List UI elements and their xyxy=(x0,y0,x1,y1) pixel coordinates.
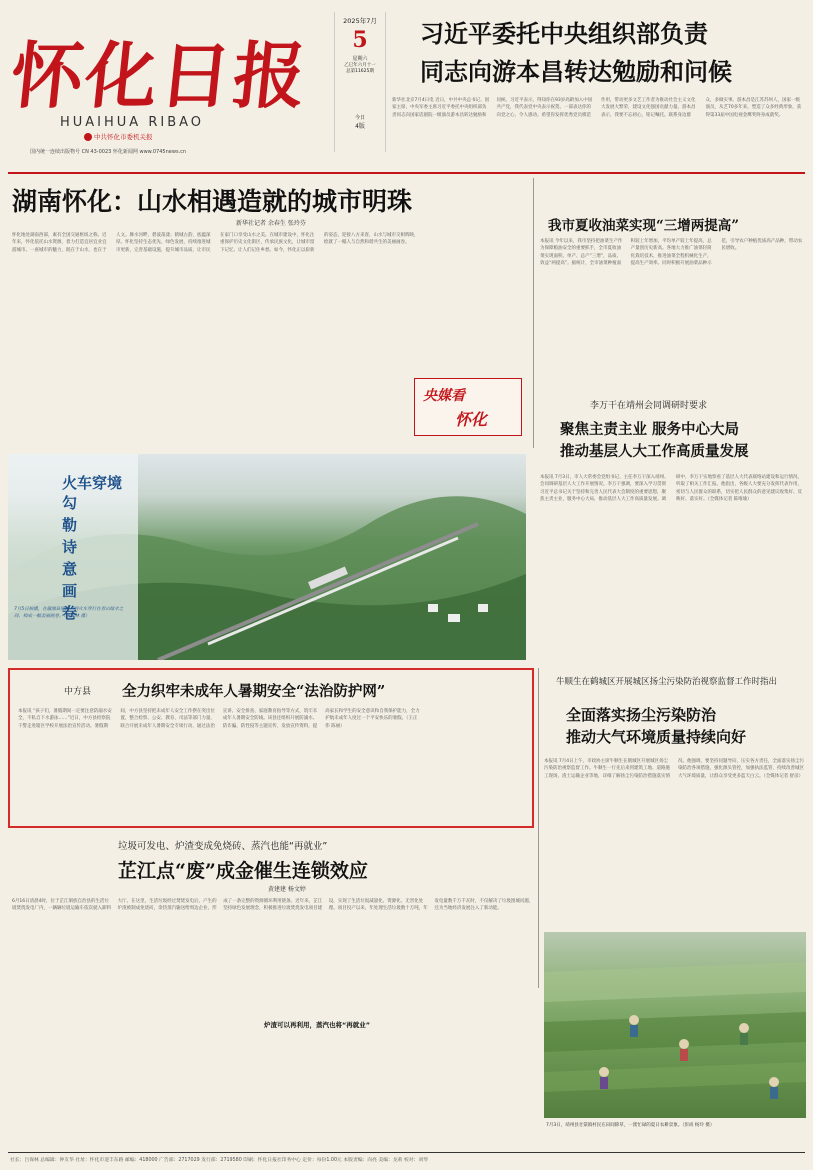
congress-headline-line2[interactable]: 推动基层人大工作高质量发展 xyxy=(560,443,749,460)
photo-story-title-line2: 勾勒诗意画卷 xyxy=(62,494,78,622)
date-year-month: 2025年7月 xyxy=(343,17,377,25)
today-label: 今日 xyxy=(354,115,365,121)
feature-byline: 新华社记者 余春生 张玲芬 xyxy=(236,220,306,227)
badge-line2: 怀化 xyxy=(455,410,488,429)
party-emblem-icon xyxy=(84,133,92,141)
masthead-logo: 怀化日报 xyxy=(6,33,312,118)
waste-byline: 黄建建 杨文婷 xyxy=(268,886,306,893)
dust-headline-line2[interactable]: 推动大气环境质量持续向好 xyxy=(566,728,747,746)
dust-body: 本报讯 7月4日上午，市政协主席牛顺生在鹤城区开展城区扬尘污染防治视察监督工作。牛顺生一行先后来到建筑工地、道路施工现场、渣土运输企业等地，详细了解扬尘污染防治措施落实情况。他强调，要坚持问题导向，压实各方责任，全面落实扬尘污染防治各项措施，强化源头管控，加强执法监管，持续改善城区大气环境质量，让群众享受更多蓝天白云。（全媒体记者 舒彦） xyxy=(544,759,804,779)
congress-headline-line1[interactable]: 聚焦主责主业 服务中心大局 xyxy=(560,421,740,438)
dust-headline-line1[interactable]: 全面落实扬尘污染防治 xyxy=(566,706,717,724)
date-day: 5 xyxy=(352,27,368,53)
masthead-pinyin: HUAIHUA RIBAO xyxy=(60,115,205,130)
publisher-label: 中共怀化市委机关报 xyxy=(84,132,153,141)
congress-body: 本报讯 7月3日，市人大常委会党组书记、主任李万干深入靖州、会同调研基层人大工作开展情况。李万干强调，要深入学习贯彻习近平总书记关于坚持和完善人民代表大会制度的重要思想，聚焦主责主业，服务中心大局，推动基层人大工作高质量发展。调研中，李万干实地察看了基层人大代表联络站建设和运行情况，听取了相关工作汇报。他指出，各级人大要充分发挥代表作用，密切与人民群众的联系，切实把人民群众的意见建议收集好、反映好、落实好。（全媒体记者 陈唯瑜） xyxy=(540,475,802,503)
dust-kicker: 牛顺生在鹤城区开展城区扬尘污染防治视察监督工作时指出 xyxy=(556,677,778,687)
masthead-divider xyxy=(8,172,805,174)
waste-headline[interactable]: 芷江点“废”成金催生连锁效应 xyxy=(118,860,368,882)
date-box xyxy=(334,12,386,152)
rice-field-caption: 7月3日，靖州县甘棠镇村民在田间除草，一派忙碌的夏日农耕景象。（彭尚 杨玲 摄） xyxy=(546,1123,715,1128)
date-weekday: 星期六 xyxy=(352,56,368,62)
footer-info: 社长：吕保林 总编辑：钟友华 社址：怀化市迎丰东路 邮编：418000 广告部：2717029 发行部：2719580 印刷：怀化日报社印务中心 定价：每份1.00元 本版责编：向亮 美编：龙莉 校对：刘琴 xyxy=(10,1158,428,1163)
harvest-body: 本报讯 今年以来，我市坚持把油菜生产作为保障粮油安全的重要抓手，全市夏收油菜实现面积、单产、总产“三增”，品质、效益“两提高”。据统计，全市油菜种植面积较上年增加，平均单产较上年提高，总产量创历史新高。各地大力推广油菜轻简化栽培技术，推进油菜全程机械化生产，提高生产效率。同时积极开展油菜品种示范，引导农户种植优质高产品种，带动农民增收。 xyxy=(540,239,803,267)
column-divider-top xyxy=(533,178,534,448)
publication-info: 国内统一连续出版物号 CN 43-0023 怀化新闻网 www.0745news.cn xyxy=(30,149,187,155)
field-svg xyxy=(544,932,806,1118)
date-lunar: 乙巳年六月十一 xyxy=(344,63,376,68)
column-divider-mid xyxy=(538,668,539,988)
issue-number: 总第11625期 xyxy=(346,69,374,74)
waste-body: 6月16日清晨4时，位于芷江侗族自治县的生活垃圾焚烧发电厂内，一辆辆垃圾运输车依次驶入卸料大厅。在这里，生活垃圾经过焚烧发电后，产生的炉渣被制成免烧砖，余热蒸汽输送给周边企业，形成了一条完整的资源循环利用链条。近年来，芷江坚持绿色发展理念，积极推进垃圾焚烧发电项目建设，实现了生活垃圾减量化、资源化、无害化处理。项目投产以来，年处理生活垃圾数十万吨，年发电量数千万千瓦时，不仅解决了垃圾围城问题，还为当地经济发展注入了新动能。 xyxy=(12,899,534,912)
photo-story-caption: 7月5日拍摄，在溆浦县境内一列火车穿行在青山绿水之间，构成一幅美丽画卷。（黄文林 摄） xyxy=(14,607,124,620)
masthead xyxy=(0,0,813,170)
page-count: 4版 xyxy=(355,123,365,130)
minors-box xyxy=(8,668,534,828)
media-watch-badge xyxy=(414,378,522,436)
minors-kicker: 中方县 xyxy=(64,687,92,697)
badge-line1: 央媒看 xyxy=(423,388,465,404)
minors-body: 本报讯 “孩子们，暑假期间一定要注意防溺水安全，不私自下水游泳……”近日，中方县检察院干警走进辖区学校开展法治宣传活动。暑假期间，中方县坚持把未成年人安全工作摆在突出位置，整合检察、公安、教育、司法等部门力量，联合开展未成年人暑期安全专项行动，通过法治宣讲、安全排查、家庭教育指导等方式，筑牢未成年人暑期安全防线。该县还组织开展防溺水、防诈骗、防性侵等主题宣传，发放宣传资料，提高家长和学生的安全意识和自我保护能力，全力护航未成年人度过一个平安快乐的暑假。（王正伟 陈丽） xyxy=(18,709,420,729)
lead-body: 新华社北京7月4日电 近日，中共中央总书记、国家主席、中央军委主席习近平委托中央组织部负责同志向国家话剧院一级演员游本昌转达勉励和问候。习近平表示，得知你在93岁高龄加入中国共产党，我代表党中央表示祝贺。一部表达你的向党之心，令人感动。希望你发挥优秀党员模范作用，带动更多文艺工作者为推动社会主义文化大发展大繁荣，建设文化强国贡献力量。游本昌表示，我要不忘初心，铭记嘱托。联系身边群众，多做实事。游本昌是江苏苏州人，国家一级演员，从艺70多年来，塑造了众多经典形象，获得第33届中国电视金鹰奖终身成就奖。 xyxy=(392,98,802,118)
congress-kicker: 李万干在靖州会同调研时要求 xyxy=(590,401,708,411)
waste-subhead: 炉渣可以再利用，蒸汽也将“再就业” xyxy=(264,1021,371,1029)
feature-headline[interactable]: 湖南怀化：山水相遇造就的城市明珠 xyxy=(12,187,413,216)
photo-story-title-line1: 火车穿境 xyxy=(62,474,123,492)
lead-headline-line2[interactable]: 同志向游本昌转达勉励和问候 xyxy=(420,57,732,86)
harvest-headline[interactable]: 我市夏收油菜实现“三增两提高” xyxy=(548,218,740,234)
waste-kicker: 垃圾可发电、炉渣变成免烧砖、蒸汽也能“再就业” xyxy=(118,841,328,852)
footer-divider xyxy=(8,1152,805,1153)
feature-body: 怀化地处湖南西部，素有全国交通枢纽之称。近年来，怀化依托山水资源，着力打造宜居宜业宜游城市。一座城市的魅力，既在于山水，也在于人文。舞水河畔，碧波荡漾；鹤城古韵，底蕴深厚。怀化坚持生态优先、绿色发展，持续推进城市更新，完善基础设施，提升城市品质，让市民在家门口享受山水之美。在城市建设中，怀化注重保护历史文化街区，传承民族文化，让城市留下记忆、让人们记住乡愁。如今，怀化正以崭新的姿态，迎接八方来客，山水与城市交相辉映，绘就了一幅人与自然和谐共生的美丽画卷。 xyxy=(12,233,419,253)
minors-headline[interactable]: 全力织牢未成年人暑期安全“法治防护网” xyxy=(122,683,386,700)
rice-field-photo xyxy=(544,932,806,1118)
lead-headline-line1[interactable]: 习近平委托中央组织部负责 xyxy=(420,19,708,48)
